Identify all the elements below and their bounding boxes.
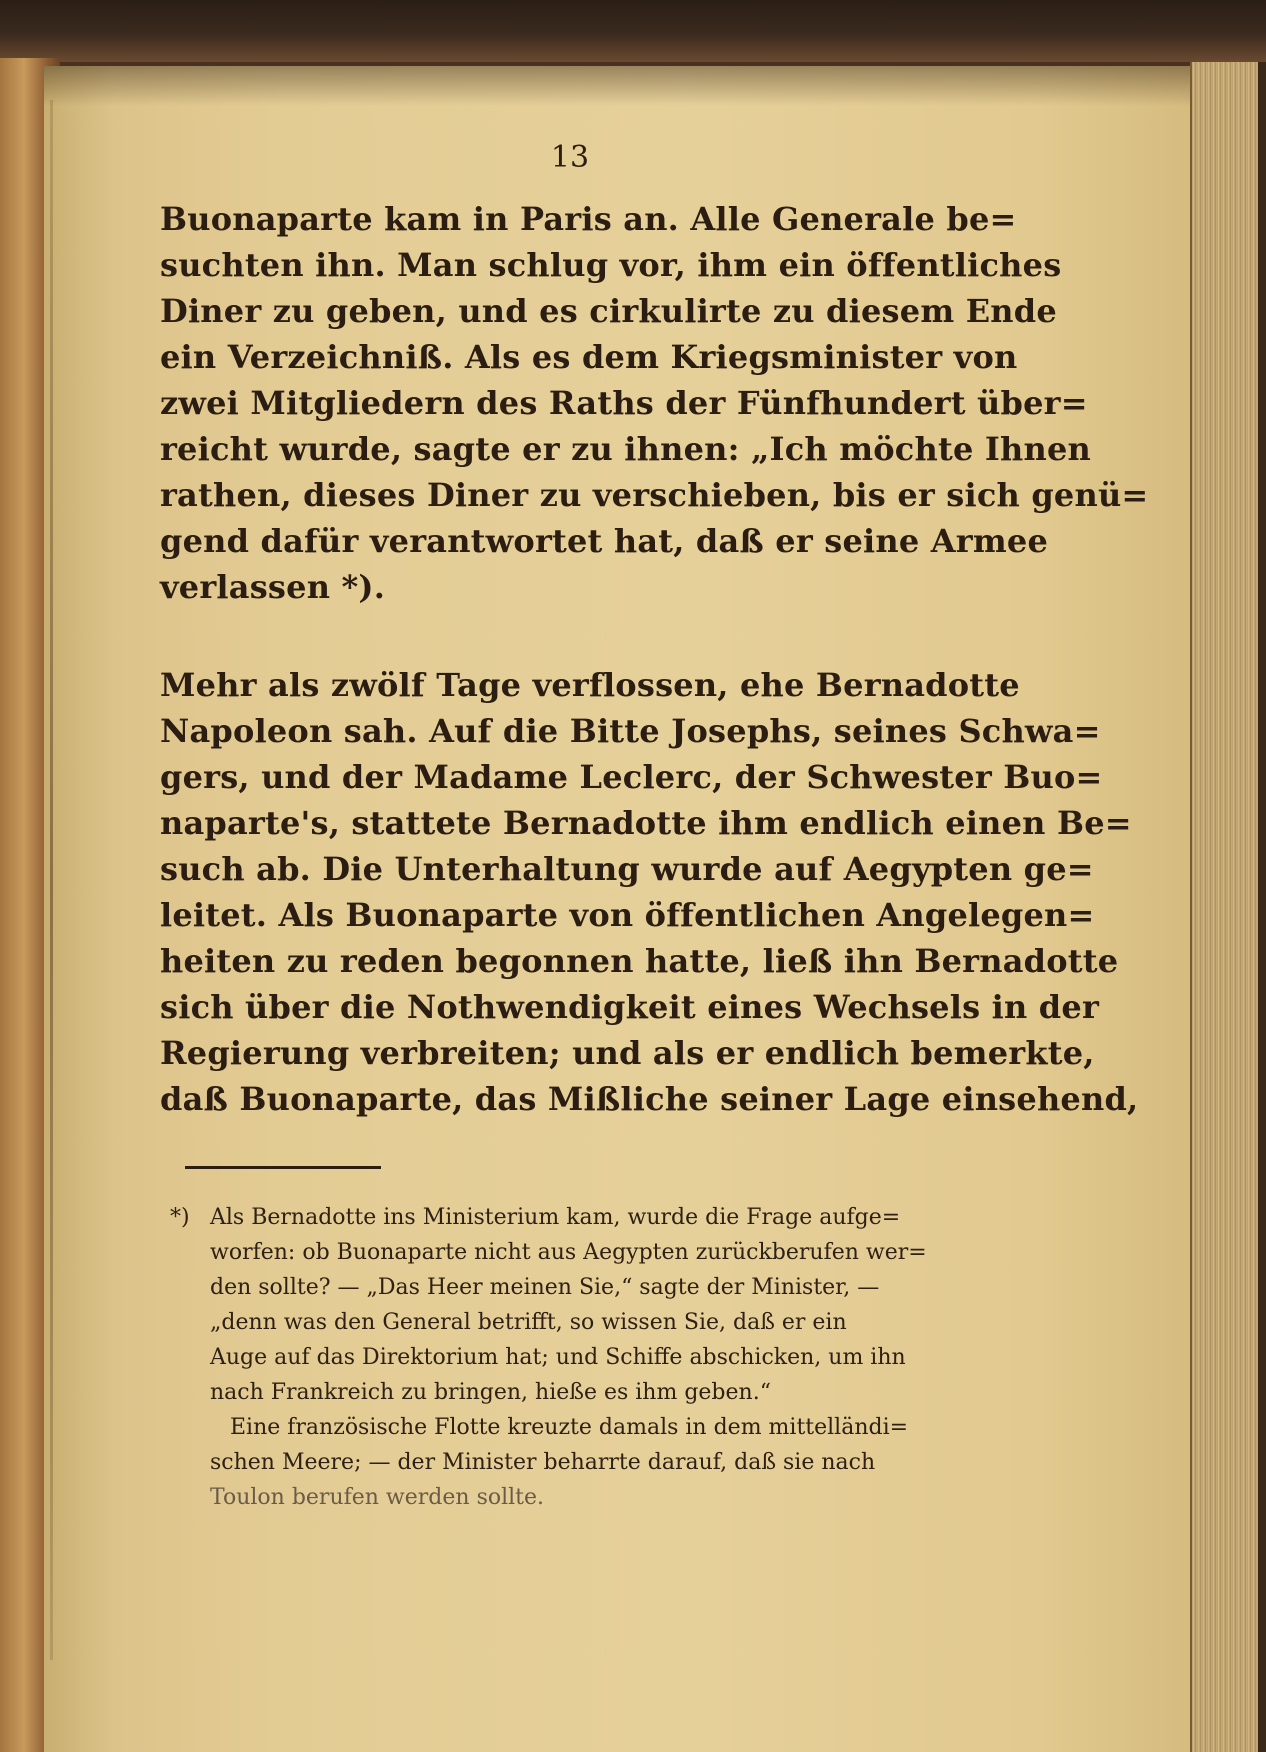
text-line: such ab. Die Unterhaltung wurde auf Aegypten ge= <box>160 850 1094 888</box>
footnote <box>170 1200 990 1515</box>
footnote-line: Eine französische Flotte kreuzte damals in dem mittelländi= <box>230 1415 909 1440</box>
footnote-line-text: Als Bernadotte ins Ministerium kam, wurde die Frage aufge= <box>210 1205 901 1230</box>
footnote-line: schen Meere; — der Minister beharrte darauf, daß sie nach <box>210 1450 876 1475</box>
book-top-edge <box>0 0 1266 62</box>
text-line: gers, und der Madame Leclerc, der Schwester Buo= <box>160 758 1103 796</box>
text-line: Mehr als zwölf Tage verflossen, ehe Bernadotte <box>160 666 1020 704</box>
text-line: ein Verzeichniß. Als es dem Kriegsminister von <box>160 338 1018 376</box>
page-edges-stack <box>1190 62 1266 1752</box>
page-top-shadow <box>44 66 1214 106</box>
text-line: suchten ihn. Man schlug vor, ihm ein öffentliches <box>160 246 1062 284</box>
page-gutter <box>50 100 53 1660</box>
paragraph-2 <box>160 662 1139 1122</box>
text-line: Napoleon sah. Auf die Bitte Josephs, seines Schwa= <box>160 712 1101 750</box>
footnote-line: nach Frankreich zu bringen, hieße es ihm geben.“ <box>210 1380 771 1405</box>
text-line: verlassen *). <box>160 568 386 606</box>
text-line: gend dafür verantwortet hat, daß er seine Armee <box>160 522 1049 560</box>
text-line: daß Buonaparte, das Mißliche seiner Lage einsehend, <box>160 1080 1139 1118</box>
footnote-line <box>170 1200 990 1235</box>
paragraph-1 <box>160 196 1149 610</box>
footnote-line: den sollte? — „Das Heer meinen Sie,“ sagte der Minister, — <box>210 1275 880 1300</box>
page-number: 13 <box>550 140 590 175</box>
text-line: Buonaparte kam in Paris an. Alle Generale be= <box>160 200 1017 238</box>
footnote-marker: *) <box>170 1205 190 1230</box>
text-line: heiten zu reden begonnen hatte, ließ ihn Bernadotte <box>160 942 1119 980</box>
text-line: zwei Mitgliedern des Raths der Fünfhundert über= <box>160 384 1088 422</box>
text-line: leitet. Als Buonaparte von öffentlichen Angelegen= <box>160 896 1095 934</box>
footnote-line: worfen: ob Buonaparte nicht aus Aegypten zurückberufen wer= <box>210 1240 927 1265</box>
text-line: rathen, dieses Diner zu verschieben, bis er sich genü= <box>160 476 1149 514</box>
text-line: naparte's, stattete Bernadotte ihm endlich einen Be= <box>160 804 1132 842</box>
text-line: Regierung verbreiten; und als er endlich bemerkte, <box>160 1034 1095 1072</box>
text-line: sich über die Nothwendigkeit eines Wechsels in der <box>160 988 1099 1026</box>
footnote-line: Toulon berufen werden sollte. <box>210 1485 545 1510</box>
footnote-line: „denn was den General betrifft, so wissen Sie, daß er ein <box>210 1310 847 1335</box>
footnote-line: Auge auf das Direktorium hat; und Schiffe abschicken, um ihn <box>210 1345 906 1370</box>
text-line: Diner zu geben, und es cirkulirte zu diesem Ende <box>160 292 1057 330</box>
footnote-divider <box>185 1166 381 1169</box>
page-edges-shadow <box>1258 62 1266 1752</box>
text-line: reicht wurde, sagte er zu ihnen: „Ich möchte Ihnen <box>160 430 1091 468</box>
